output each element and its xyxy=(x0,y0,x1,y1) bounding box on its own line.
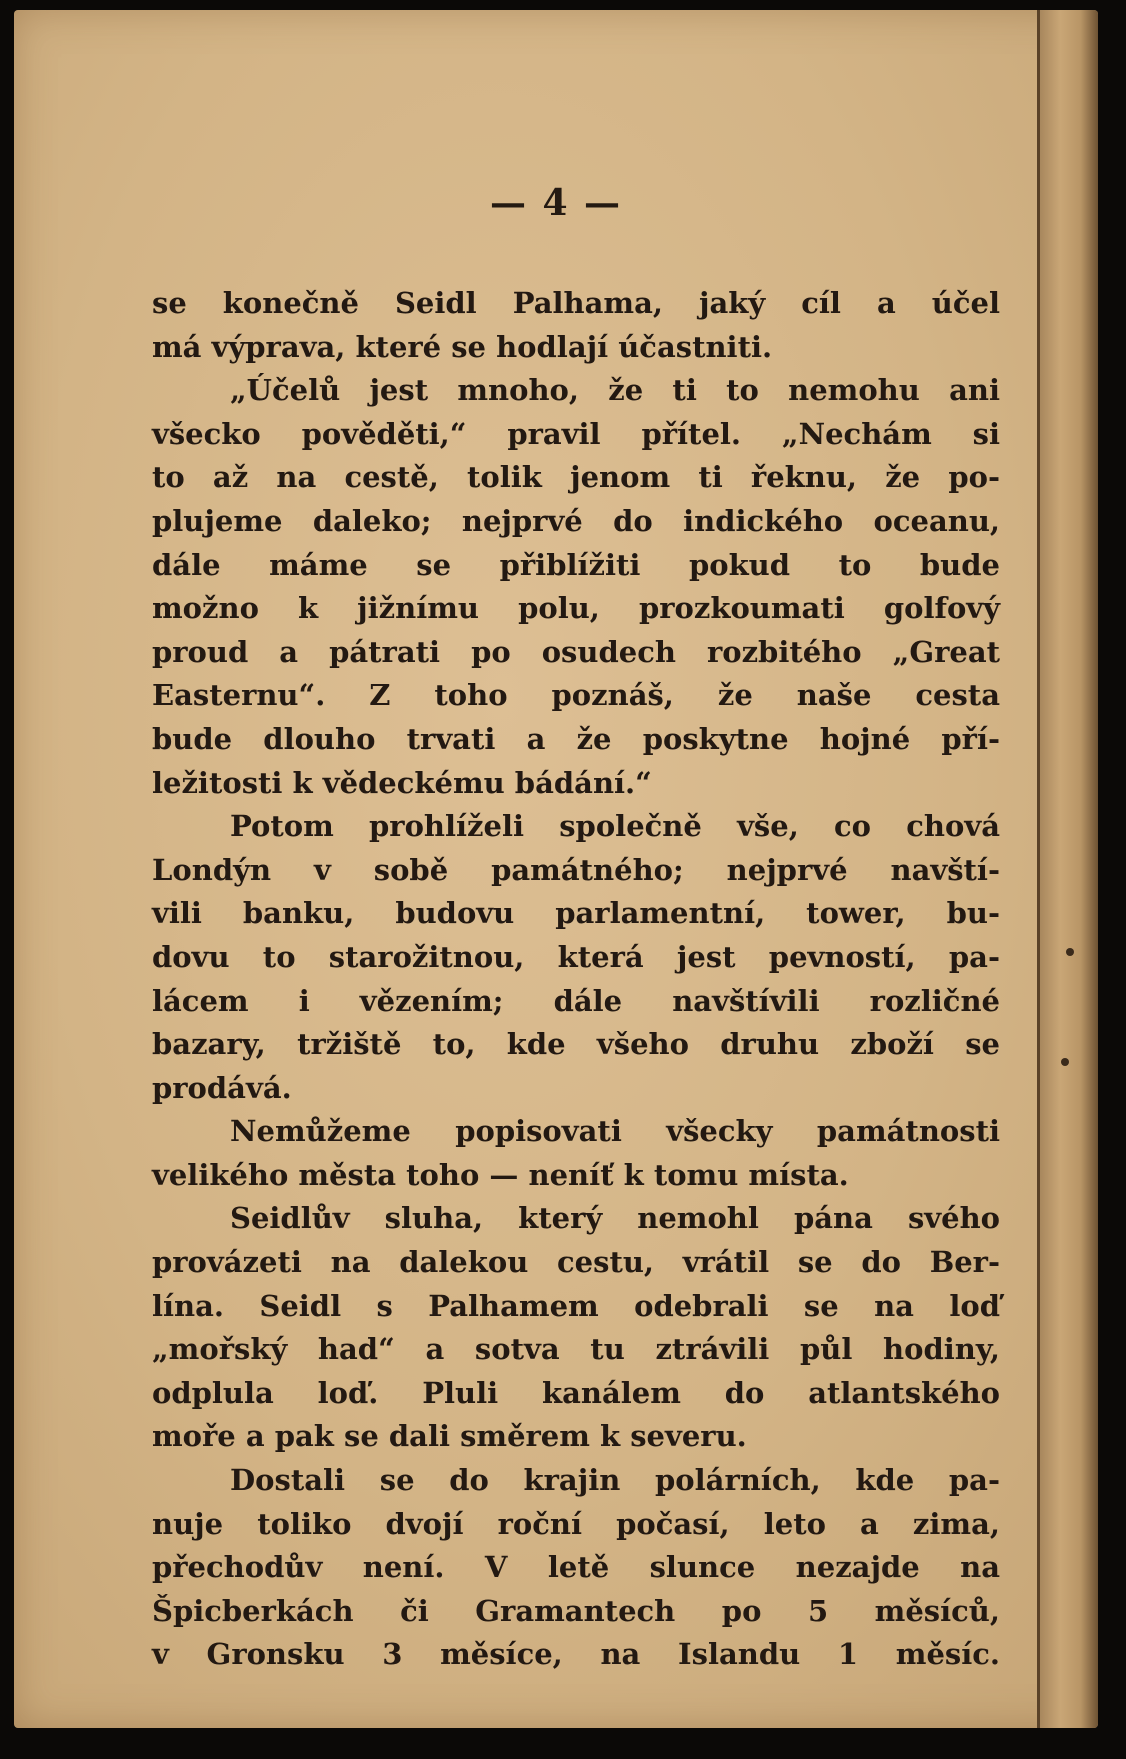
text-line: plujeme daleko; nejprvé do indického oceanu, xyxy=(152,503,1000,538)
body-text xyxy=(152,282,1000,1677)
text-line: Špicberkách či Gramantech po 5 měsíců, xyxy=(152,1593,1000,1628)
text-line: dovu to starožitnou, která jest pevností, pa- xyxy=(152,939,1000,974)
text-line: Londýn v sobě památného; nejprvé navští- xyxy=(152,852,1000,887)
text-line: bazary, tržiště to, kde všeho druhu zboží se xyxy=(152,1027,1000,1062)
page-number: — 4 — xyxy=(489,182,623,224)
ink-speck xyxy=(1066,948,1074,956)
text-line: lína. Seidl s Palhamem odebrali se na loď xyxy=(152,1288,1000,1323)
book-page xyxy=(14,10,1098,1728)
text-line: odplula loď. Pluli kanálem do atlantského xyxy=(152,1375,1000,1410)
text-line: Dostali se do krajin polárních, kde pa- xyxy=(230,1463,1000,1498)
text-line: přechodův není. V letě slunce nezajde na xyxy=(152,1550,1000,1585)
text-line: v Gronsku 3 měsíce, na Islandu 1 měsíc. xyxy=(152,1637,1000,1672)
text-line: bude dlouho trvati a že poskytne hojné pří- xyxy=(152,721,1000,756)
text-line: Nemůžeme popisovati všecky památnosti xyxy=(230,1114,1000,1149)
text-line: „Účelů jest mnoho, že ti to nemohu ani xyxy=(230,373,1000,408)
text-line: lácem i vězením; dále navštívili rozličné xyxy=(152,983,1000,1018)
text-line: dále máme se přiblížiti pokud to bude xyxy=(152,547,1000,582)
text-line: možno k jižnímu polu, prozkoumati golfový xyxy=(152,591,1000,626)
text-line: všecko pověděti,“ pravil přítel. „Nechám si xyxy=(152,416,1000,451)
page-gutter-edge xyxy=(1037,10,1098,1728)
text-line: ležitosti k vědeckému bádání.“ xyxy=(152,765,652,800)
text-line: Easternu“. Z toho poznáš, že naše cesta xyxy=(152,678,1000,713)
text-line: provázeti na dalekou cestu, vrátil se do Ber- xyxy=(152,1245,1000,1280)
text-line: proud a pátrati po osudech rozbitého „Great xyxy=(152,634,1000,669)
text-line: vili banku, budovu parlamentní, tower, bu- xyxy=(152,896,1000,931)
text-line: moře a pak se dali směrem k severu. xyxy=(152,1419,747,1454)
text-line: má výprava, které se hodlají účastniti. xyxy=(152,329,773,364)
text-line: to až na cestě, tolik jenom ti řeknu, že po- xyxy=(152,460,1000,495)
text-line: prodává. xyxy=(152,1070,292,1105)
text-line: Potom prohlíželi společně vše, co chová xyxy=(230,809,1000,844)
text-line: se konečně Seidl Palhama, jaký cíl a účel xyxy=(152,286,1000,320)
text-line: „mořský had“ a sotva tu ztrávili půl hodiny, xyxy=(152,1332,1000,1367)
text-line: velikého města toho — neníť k tomu místa. xyxy=(152,1157,849,1192)
text-line: Seidlův sluha, který nemohl pána svého xyxy=(230,1201,1000,1236)
ink-speck xyxy=(1061,1058,1069,1066)
text-line: nuje toliko dvojí roční počasí, leto a zima, xyxy=(152,1506,1000,1541)
